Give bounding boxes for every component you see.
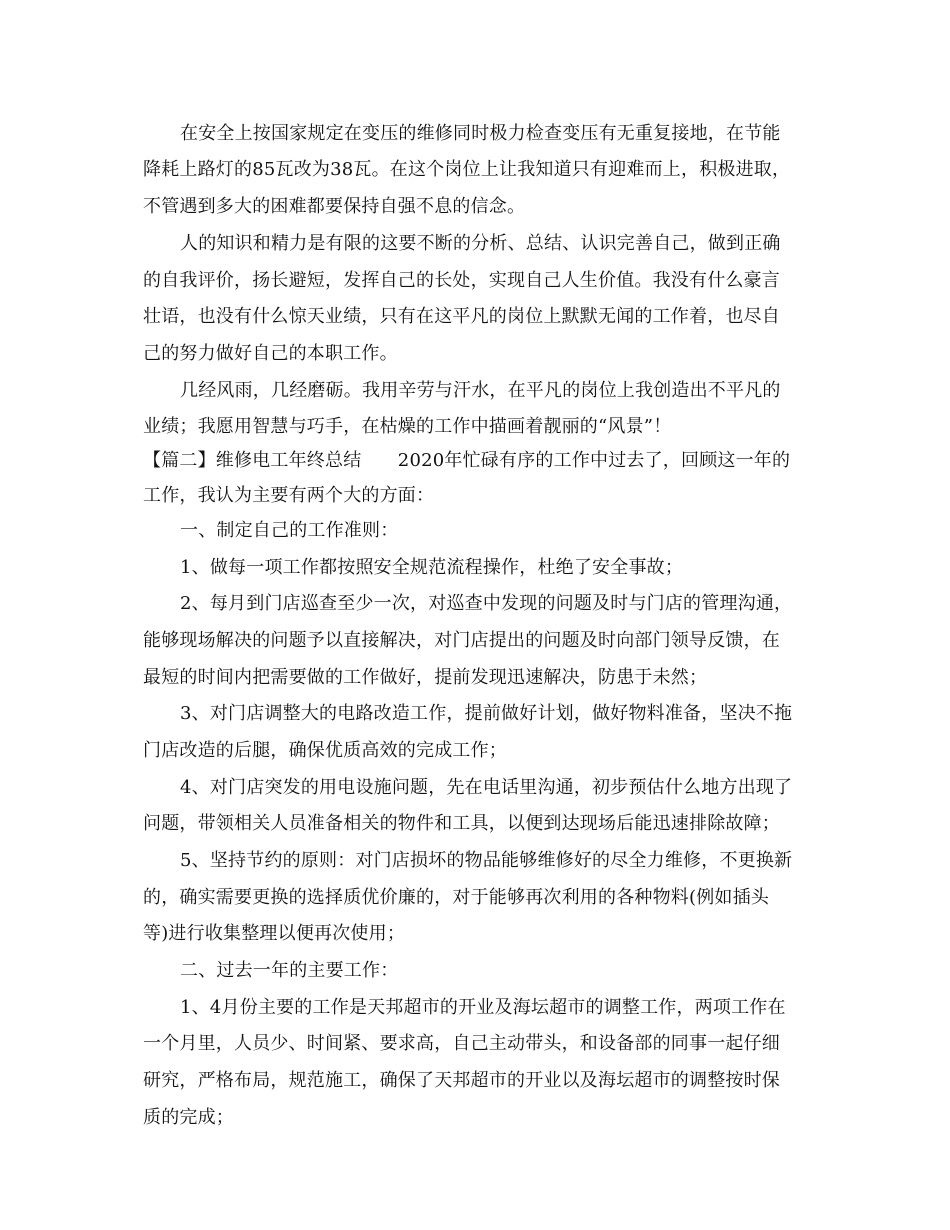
text-line: 质的完成； [143,1107,234,1128]
text-line: 工作，我认为主要有两个大的方面： [143,485,435,506]
text-line: 降耗上路灯的85瓦改为38瓦。在这个岗位上让我知道只有迎难而上，积极进取， [143,159,791,180]
text-line: 业绩；我愿用智慧与巧手，在枯燥的工作中描画着靓丽的“风景”！ [143,416,672,437]
text-line: 1、4月份主要的工作是天邦超市的开业及海坛超市的调整工作，两项工作在 [180,997,786,1018]
section-heading: 【篇二】维修电工年终总结 2020年忙碌有序的工作中过去了，回顾这一年的 [143,450,791,471]
text-line: 1、做每一项工作都按照安全规范流程操作，杜绝了安全事故； [180,557,684,578]
text-line: 门店改造的后腿，确保优质高效的完成工作； [143,740,507,761]
text-line: 4、对门店突发的用电设施问题，先在电话里沟通，初步预估什么地方出现了 [180,777,793,798]
text-line: 问题，带领相关人员准备相关的物件和工具，以便到达现场后能迅速排除故障； [143,813,780,834]
text-line: 最短的时间内把需要做的工作做好，提前发现迅速解决，防患于未然； [143,667,708,688]
text-line: 二、过去一年的主要工作： [180,960,399,981]
text-line: 人的知识和精力是有限的这要不断的分析、总结、认识完善自己，做到正确 [180,233,781,254]
text-line: 在安全上按国家规定在变压的维修同时极力检查变压有无重复接地，在节能 [180,123,781,144]
text-line: 不管遇到多大的困难都要保持自强不息的信念。 [143,196,526,217]
text-line: 一、制定自己的工作准则： [180,520,399,541]
text-line: 2、每月到门店巡查至少一次，对巡查中发现的问题及时与门店的管理沟通， [180,593,793,614]
text-line: 等)进行收集整理以便再次使用； [143,923,406,944]
text-line: 几经风雨，几经磨砺。我用辛劳与汗水，在平凡的岗位上我创造出不平凡的 [180,380,781,401]
text-line: 的，确实需要更换的选择质优价廉的，对于能够再次利用的各种物料(例如插头 [143,887,770,908]
text-line: 一个月里，人员少、时间紧、要求高，自己主动带头，和设备部的同事一起仔细 [143,1033,780,1054]
text-line: 能够现场解决的问题予以直接解决，对门店提出的问题及时向部门领导反馈，在 [143,630,780,651]
text-line: 3、对门店调整大的电路改造工作，提前做好计划，做好物料准备，坚决不拖 [180,703,793,724]
text-line: 己的努力做好自己的本职工作。 [143,343,398,364]
text-line: 5、坚持节约的原则：对门店损坏的物品能够维修好的尽全力维修，不更换新 [180,850,793,871]
text-line: 研究，严格布局，规范施工，确保了天邦超市的开业以及海坛超市的调整按时保 [143,1070,780,1091]
text-line: 的自我评价，扬长避短，发挥自己的长处，实现自己人生价值。我没有什么豪言 [143,270,780,291]
text-line: 壮语，也没有什么惊天业绩，只有在这平凡的岗位上默默无闻的工作着，也尽自 [143,306,780,327]
